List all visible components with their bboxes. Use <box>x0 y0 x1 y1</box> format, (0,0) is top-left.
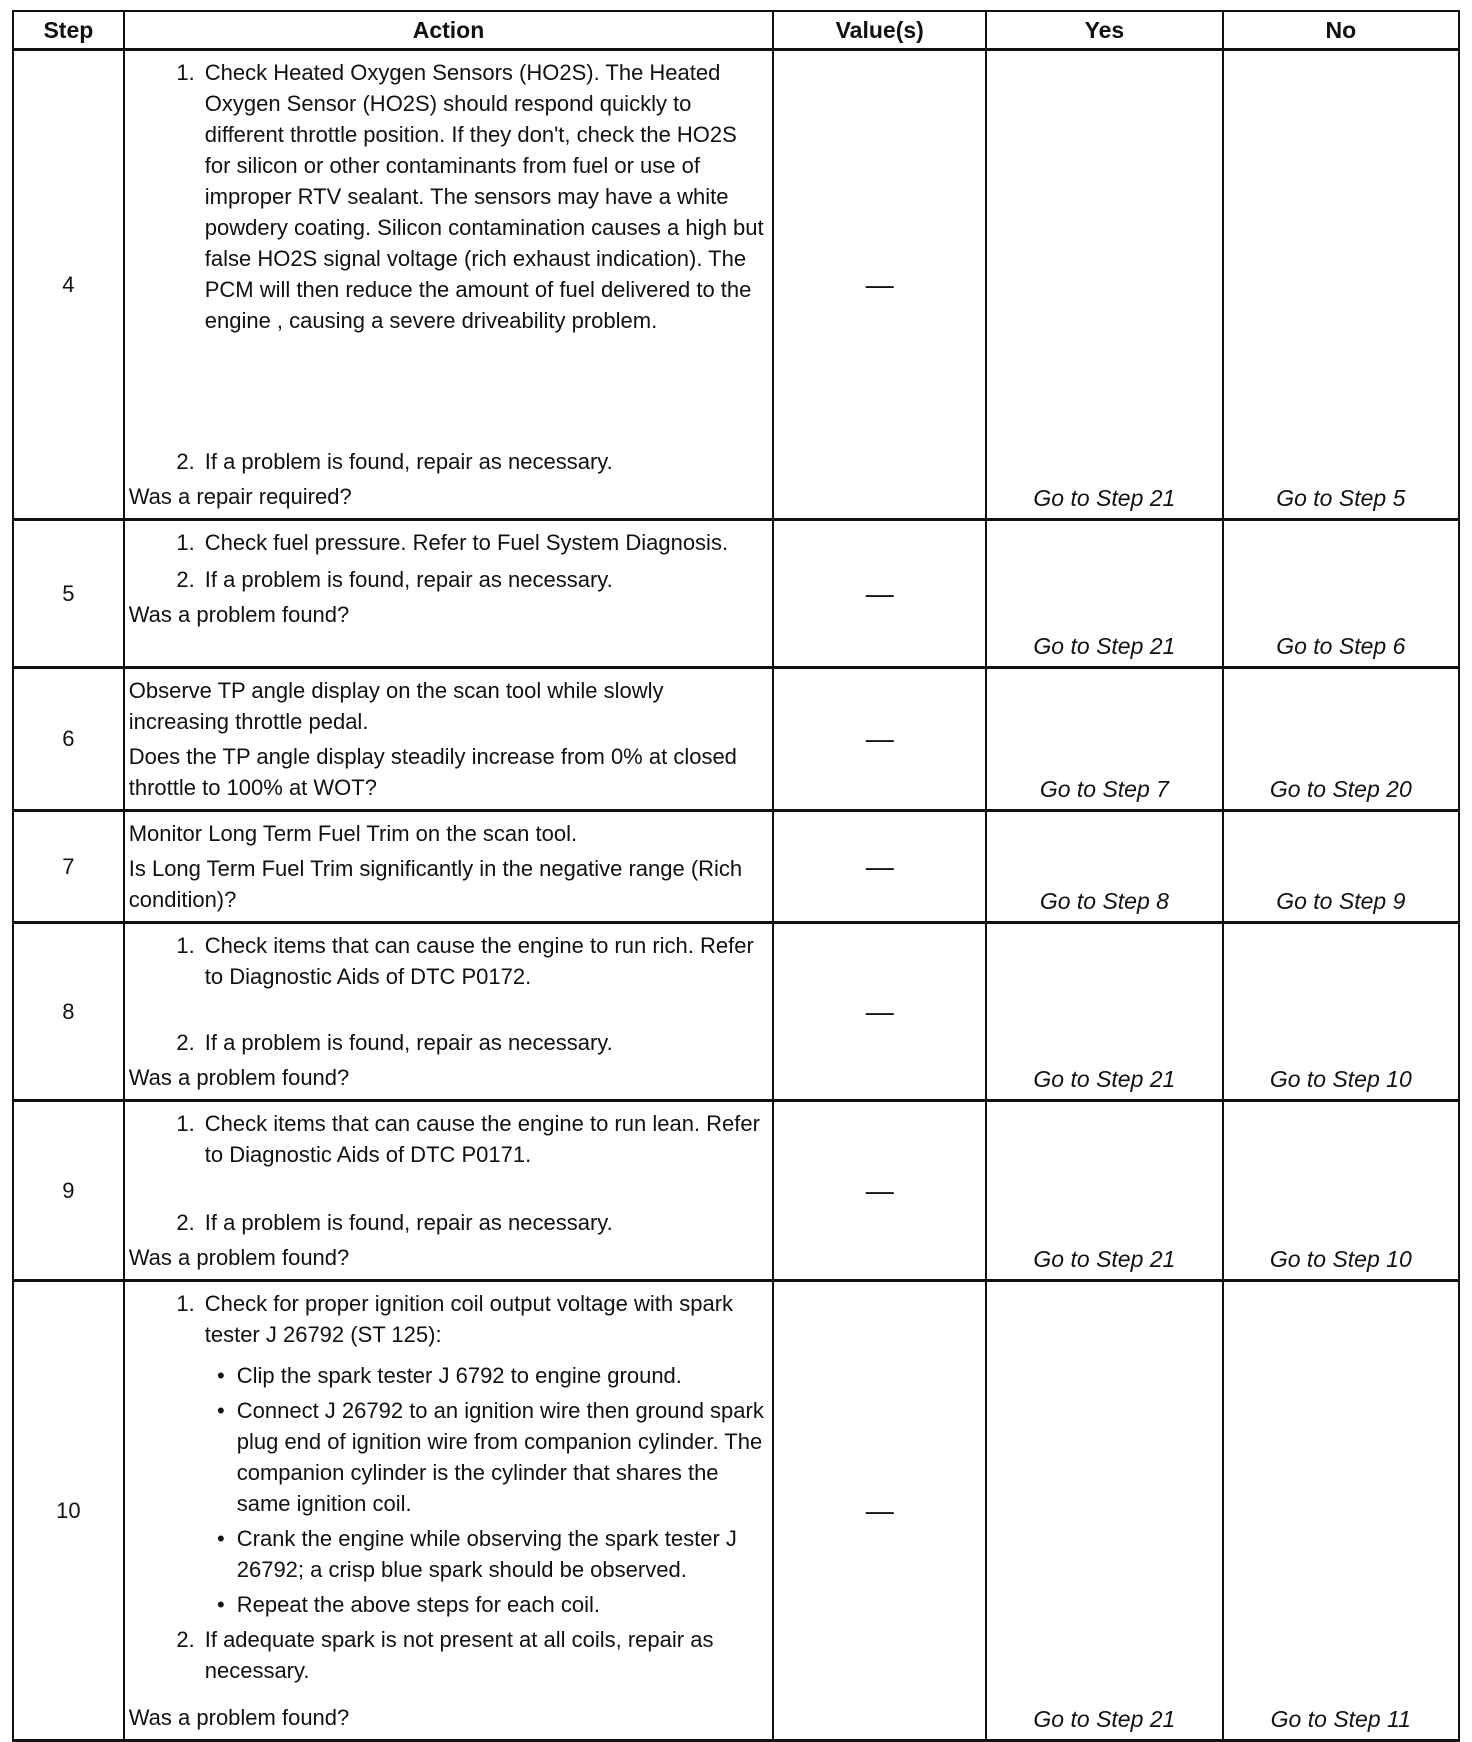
value-cell: — <box>773 520 986 668</box>
bullet-text: Crank the engine while observing the spark tester J 26792; a crisp blue spark should be observed. <box>236 1526 737 1582</box>
step-number: 9 <box>13 1101 124 1281</box>
bullet-list <box>129 1356 765 1620</box>
no-outcome: Go to Step 9 <box>1223 811 1459 923</box>
action-item-text: Check items that can cause the engine to run lean. Refer to Diagnostic Aids of DTC P0171. <box>204 1111 760 1167</box>
step-row-5 <box>13 520 1459 668</box>
no-outcome: Go to Step 5 <box>1223 50 1459 520</box>
step-number: 7 <box>13 811 124 923</box>
action-cell <box>124 50 774 520</box>
question-text: Does the TP angle display steadily increase from 0% at closed throttle to 100% at WOT? <box>128 744 737 800</box>
action-item: 2. If a problem is found, repair as necessary. <box>129 1027 765 1058</box>
bullet-text: Connect J 26792 to an ignition wire then ground spark plug end of ignition wire from companion cylinder. The companion cylinder is the cylinder that shares the same ignition coil. <box>236 1398 764 1516</box>
no-outcome: Go to Step 10 <box>1223 923 1459 1101</box>
action-item-text: If a problem is found, repair as necessary. <box>204 1210 613 1235</box>
action-item: 1. Check fuel pressure. Refer to Fuel System Diagnosis. <box>129 527 765 558</box>
question-text: Was a repair required? <box>128 484 352 509</box>
action-paragraph: Monitor Long Term Fuel Trim on the scan tool. <box>128 821 578 846</box>
action-item: 1. Check items that can cause the engine to run lean. Refer to Diagnostic Aids of DTC P0171. <box>129 1108 765 1170</box>
question-text: Was a problem found? <box>128 1065 350 1090</box>
diagnostic-table <box>12 10 1460 1742</box>
action-item: 1. Check items that can cause the engine to run rich. Refer to Diagnostic Aids of DTC P0172. <box>129 930 765 992</box>
bullet-item: • Crank the engine while observing the spark tester J 26792; a crisp blue spark should be observed. <box>129 1523 765 1585</box>
header-values: Value(s) <box>773 11 986 50</box>
header-yes: Yes <box>986 11 1222 50</box>
step-number: 6 <box>13 668 124 811</box>
action-item: 2. If adequate spark is not present at all coils, repair as necessary. <box>129 1624 765 1686</box>
no-outcome: Go to Step 10 <box>1223 1101 1459 1281</box>
action-item: 2. If a problem is found, repair as necessary. <box>129 1207 765 1238</box>
action-item-text: Check Heated Oxygen Sensors (HO2S). The Heated Oxygen Sensor (HO2S) should respond quickly to different throttle position. If they don't, check the HO2S for silicon or other contaminants from fuel or use of improper RTV sealant. The sensors may have a white powdery coating. Silicon contamination causes a high but false HO2S signal voltage (rich exhaust indication). The PCM will then reduce the amount of fuel delivered to the engine , causing a severe driveability problem. <box>204 60 764 333</box>
yes-outcome: Go to Step 8 <box>986 811 1222 923</box>
question-text: Was a problem found? <box>128 602 350 627</box>
bullet-text: Repeat the above steps for each coil. <box>236 1592 600 1617</box>
action-paragraph: Observe TP angle display on the scan tool while slowly increasing throttle pedal. <box>128 678 664 734</box>
step-row-9 <box>13 1101 1459 1281</box>
value-cell: — <box>773 811 986 923</box>
action-cell <box>124 1281 774 1741</box>
action-cell <box>124 668 774 811</box>
action-item-text: If adequate spark is not present at all coils, repair as necessary. <box>204 1627 714 1683</box>
action-item: 2. If a problem is found, repair as necessary. <box>129 564 765 595</box>
action-item-text: Check items that can cause the engine to run rich. Refer to Diagnostic Aids of DTC P0172. <box>204 933 754 989</box>
value-cell: — <box>773 668 986 811</box>
action-item-text: If a problem is found, repair as necessary. <box>204 1030 613 1055</box>
value-cell: — <box>773 923 986 1101</box>
bullet-item: • Connect J 26792 to an ignition wire then ground spark plug end of ignition wire from companion cylinder. The companion cylinder is the cylinder that shares the same ignition coil. <box>129 1395 765 1519</box>
step-row-4 <box>13 50 1459 520</box>
action-cell <box>124 811 774 923</box>
yes-outcome: Go to Step 21 <box>986 1101 1222 1281</box>
question-text: Is Long Term Fuel Trim significantly in the negative range (Rich condition)? <box>128 856 743 912</box>
action-cell <box>124 923 774 1101</box>
bullet-item: • Clip the spark tester J 6792 to engine ground. <box>129 1360 765 1391</box>
step-number: 5 <box>13 520 124 668</box>
action-item: 1. Check for proper ignition coil output voltage with spark tester J 26792 (ST 125): <box>129 1288 765 1350</box>
yes-outcome: Go to Step 7 <box>986 668 1222 811</box>
yes-outcome: Go to Step 21 <box>986 50 1222 520</box>
bullet-item: • Repeat the above steps for each coil. <box>129 1589 765 1620</box>
action-item-text: If a problem is found, repair as necessary. <box>204 567 613 592</box>
action-item-text: Check fuel pressure. Refer to Fuel System Diagnosis. <box>204 530 729 555</box>
step-row-7 <box>13 811 1459 923</box>
action-cell <box>124 520 774 668</box>
question-text: Was a problem found? <box>128 1705 350 1730</box>
bullet-text: Clip the spark tester J 6792 to engine ground. <box>236 1363 682 1388</box>
yes-outcome: Go to Step 21 <box>986 923 1222 1101</box>
no-outcome: Go to Step 20 <box>1223 668 1459 811</box>
header-step: Step <box>13 11 124 50</box>
yes-outcome: Go to Step 21 <box>986 1281 1222 1741</box>
value-cell: — <box>773 50 986 520</box>
yes-outcome: Go to Step 21 <box>986 520 1222 668</box>
action-item-text: If a problem is found, repair as necessary. <box>204 449 613 474</box>
value-cell: — <box>773 1101 986 1281</box>
step-row-8 <box>13 923 1459 1101</box>
step-row-10 <box>13 1281 1459 1741</box>
step-row-6 <box>13 668 1459 811</box>
question-text: Was a problem found? <box>128 1245 350 1270</box>
header-action: Action <box>124 11 774 50</box>
action-item-text: Check for proper ignition coil output voltage with spark tester J 26792 (ST 125): <box>204 1291 734 1347</box>
action-item: 2. If a problem is found, repair as necessary. <box>129 446 765 477</box>
value-cell: — <box>773 1281 986 1741</box>
header-row <box>13 11 1459 50</box>
step-number: 8 <box>13 923 124 1101</box>
step-number: 4 <box>13 50 124 520</box>
no-outcome: Go to Step 6 <box>1223 520 1459 668</box>
step-number: 10 <box>13 1281 124 1741</box>
no-outcome: Go to Step 11 <box>1223 1281 1459 1741</box>
action-cell <box>124 1101 774 1281</box>
action-item: 1. Check Heated Oxygen Sensors (HO2S). The Heated Oxygen Sensor (HO2S) should respond quickly to different throttle position. If they don't, check the HO2S for silicon or other contaminants from fuel or use of improper RTV sealant. The sensors may have a white powdery coating. Silicon contamination causes a high but false HO2S signal voltage (rich exhaust indication). The PCM will then reduce the amount of fuel delivered to the engine , causing a severe driveability problem. <box>129 57 765 336</box>
header-no: No <box>1223 11 1459 50</box>
